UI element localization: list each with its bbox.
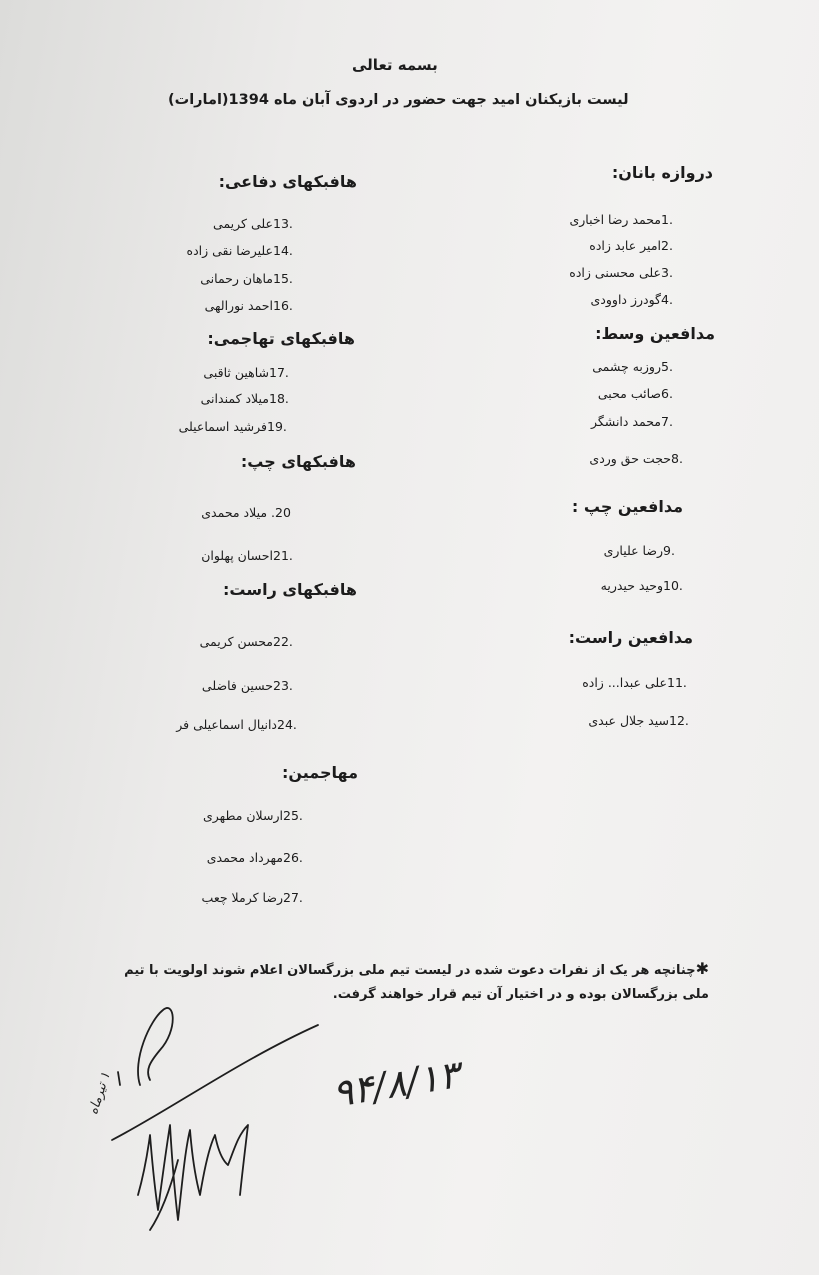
player-number: 6. [661,386,673,401]
player-number: 1. [661,212,673,227]
bismillah: بسمه تعالی [352,56,438,74]
player-number: 22. [273,634,293,649]
player-number: 5. [661,359,673,374]
player-number: 8. [671,451,683,466]
player-number: 25. [283,808,303,823]
player-name: حجت حق وردی [589,451,671,466]
player-name: دانیال اسماعیلی فر [176,717,277,732]
player-name: رضا کرملا چعب [201,890,283,905]
signature-note-mark [118,1072,120,1085]
section-attacking-midfielders: هافبکهای تهاجمی: [207,329,355,348]
player-name: روزبه چشمی [592,359,661,374]
section-defensive-midfielders: هافبکهای دفاعی: [218,172,357,191]
player-number: 16. [273,298,293,313]
player-name: علی محسنی زاده [569,265,661,280]
player-number: 11. [667,675,687,690]
player-name: محسن کریمی [199,634,273,649]
player-name: امیر عابد زاده [589,238,661,253]
handwritten-date: ۹۴/۸/۱۳ [329,1052,463,1116]
section-left-backs: مدافعین چپ : [571,497,683,516]
signature-top-loop [138,1008,173,1085]
player-number: 9. [663,543,675,558]
section-center-backs: مدافعین وسط: [595,324,715,343]
player-number: 10. [663,578,683,593]
player-number: 18. [269,391,289,406]
player-number: 12. [669,713,689,728]
section-left-midfielders: هافبکهای چپ: [240,452,356,471]
section-goalkeepers: دروازه بانان: [611,163,713,182]
player-name: ماهان رحمانی [200,271,273,286]
player-name: فرشید اسماعیلی [178,419,267,434]
player-name: احمد نورالهی [204,298,273,313]
player-number: 24. [277,717,297,732]
player-name: گودرز داوودی [590,292,661,307]
player-number: 14. [273,243,293,258]
player-name: علیرضا نقی زاده [186,243,273,258]
document-title: لیست بازیکنان امید جهت حضور در اردوی آبان ماه 1394(امارات) [168,92,629,108]
player-number: 20 [275,505,291,520]
player-name: شاهین ثاقبی [203,365,269,380]
player-name: علی عبدا... زاده [582,675,667,690]
player-number: 3. [661,265,673,280]
player-number: 7. [661,414,673,429]
player-number: 17. [269,365,289,380]
player-number: 27. [283,890,303,905]
player-name: وحید حیدریه [600,578,663,593]
player-name: علی کریمی [213,216,273,231]
section-forwards: مهاجمین: [281,763,358,782]
player-name: احسان پهلوان [201,548,273,563]
player-number: 23. [273,678,293,693]
player-number: 15. [273,271,293,286]
player-name: صائب محبی [597,386,661,401]
player-number: 13. [273,216,293,231]
player-name: میلاد کمندانی [200,391,269,406]
player-name: محمد دانشگر [591,414,661,429]
player-name: ارسلان مطهری [203,808,283,823]
handwritten-note: ۱ تیرماه [85,1070,114,1117]
asterisk-icon: ✱ [695,959,709,978]
signature-body [138,1125,248,1220]
footnote-text: چنانچه هر یک از نفرات دعوت شده در لیست تیم ملی بزرگسالان اعلام شوند اولویت با تیم ملی بزرگسالان بوده و در اختیار آن تیم قرار خواهند گرفت. [124,963,709,1002]
player-name: محمد رضا اخباری [569,212,661,227]
section-right-backs: مدافعین راست: [568,628,693,647]
player-name: سید جلال عبدی [588,713,669,728]
player-number: 19. [267,419,287,434]
player-name: حسین فاضلی [201,678,273,693]
player-name: . میلاد محمدی [201,505,275,520]
player-number: 26. [283,850,303,865]
player-number: 2. [661,238,673,253]
player-number: 21. [273,548,293,563]
player-name: مهرداد محمدی [206,850,283,865]
section-right-midfielders: هافبکهای راست: [223,580,357,599]
player-number: 4. [661,292,673,307]
player-name: رضا علیاری [603,543,663,558]
